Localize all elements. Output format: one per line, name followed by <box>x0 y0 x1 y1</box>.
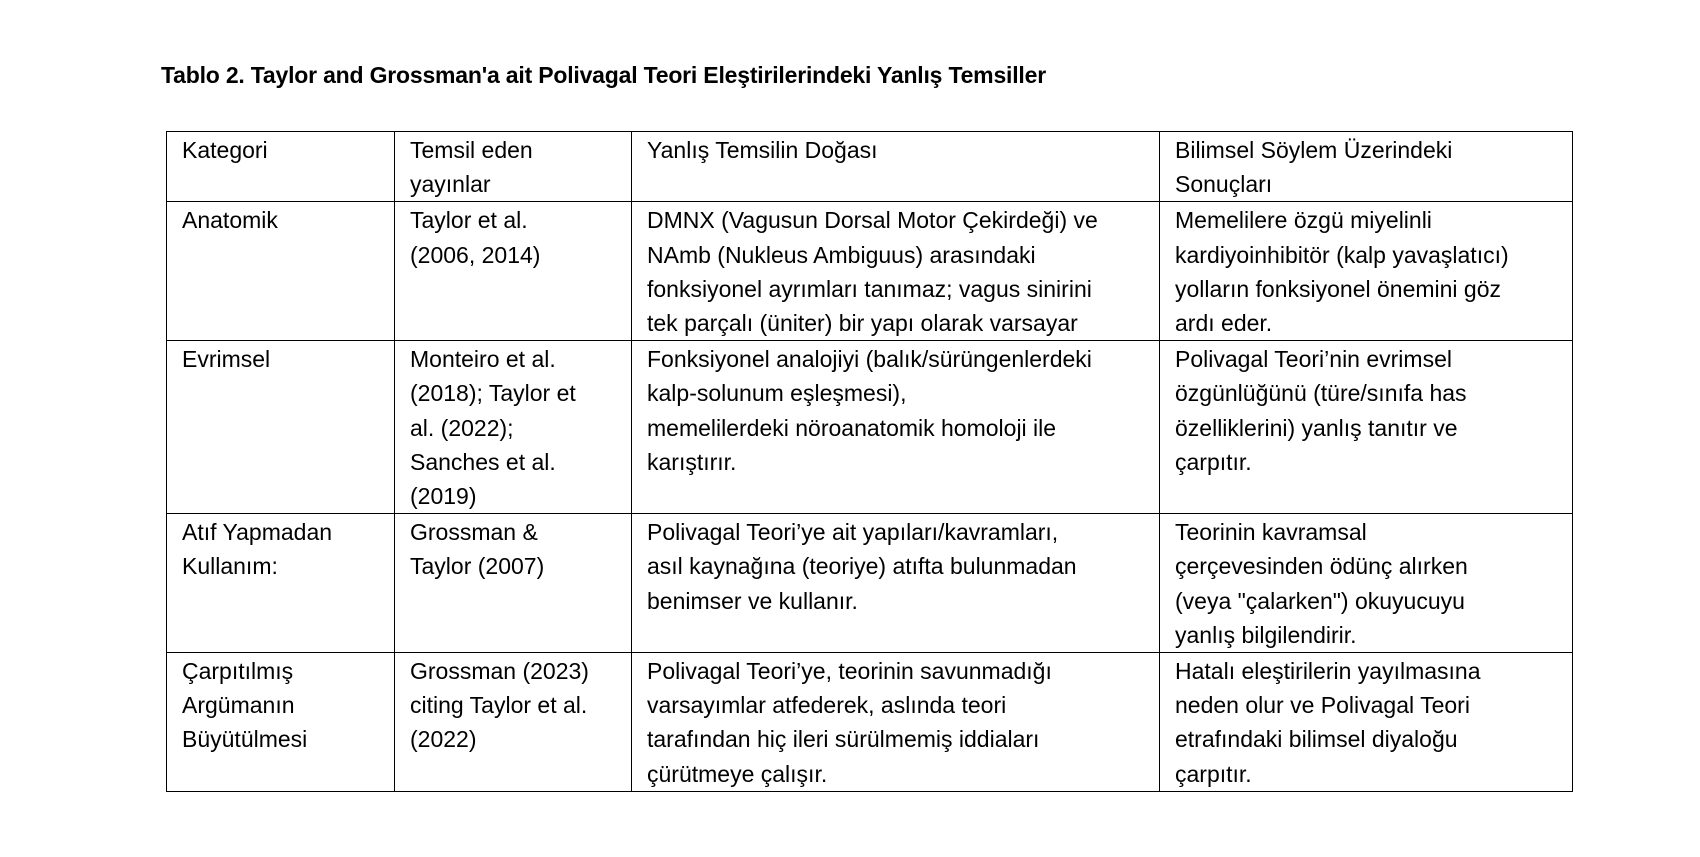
cell-publications: Grossman & Taylor (2007) <box>395 514 632 653</box>
cell-consequences: Memelilere özgü miyelinli kardiyoinhibitör (kalp yavaşlatıcı) yolların fonksiyonel önemini göz ardı eder. <box>1160 202 1573 341</box>
table-header-row <box>167 132 1573 202</box>
cell-publications: Grossman (2023) citing Taylor et al. (2022) <box>395 653 632 792</box>
header-cell-category: Kategori <box>167 132 395 202</box>
cell-nature: DMNX (Vagusun Dorsal Motor Çekirdeği) ve NAmb (Nukleus Ambiguus) arasındaki fonksiyonel ayrımları tanımaz; vagus sinirini tek parçalı (üniter) bir yapı olarak varsayar <box>632 202 1160 341</box>
cell-category: Evrimsel <box>167 341 395 514</box>
cell-nature: Fonksiyonel analojiyi (balık/sürüngenlerdeki kalp-solunum eşleşmesi), memelilerdeki nöroanatomik homoloji ile karıştırır. <box>632 341 1160 514</box>
cell-consequences: Teorinin kavramsal çerçevesinden ödünç alırken (veya "çalarken") okuyucuyu yanlış bilgilendirir. <box>1160 514 1573 653</box>
cell-nature: Polivagal Teori’ye ait yapıları/kavramları, asıl kaynağına (teoriye) atıfta bulunmadan benimser ve kullanır. <box>632 514 1160 653</box>
cell-category: Çarpıtılmış Argümanın Büyütülmesi <box>167 653 395 792</box>
cell-publications: Monteiro et al. (2018); Taylor et al. (2022); Sanches et al. (2019) <box>395 341 632 514</box>
table-row <box>167 653 1573 792</box>
cell-publications: Taylor et al. (2006, 2014) <box>395 202 632 341</box>
misrepresentations-table <box>166 131 1573 792</box>
table-caption: Tablo 2. Taylor and Grossman'a ait Polivagal Teori Eleştirilerindeki Yanlış Temsiller <box>161 62 1046 88</box>
cell-consequences: Polivagal Teori’nin evrimsel özgünlüğünü (türe/sınıfa has özelliklerini) yanlış tanıtır ve çarpıtır. <box>1160 341 1573 514</box>
table-row <box>167 514 1573 653</box>
cell-nature: Polivagal Teori’ye, teorinin savunmadığı varsayımlar atfederek, aslında teori tarafından hiç ileri sürülmemiş iddiaları çürütmeye çalışır. <box>632 653 1160 792</box>
header-cell-nature: Yanlış Temsilin Doğası <box>632 132 1160 202</box>
header-cell-consequences: Bilimsel Söylem Üzerindeki Sonuçları <box>1160 132 1573 202</box>
cell-category: Anatomik <box>167 202 395 341</box>
header-cell-publications: Temsil eden yayınlar <box>395 132 632 202</box>
cell-consequences: Hatalı eleştirilerin yayılmasına neden olur ve Polivagal Teori etrafındaki bilimsel diyaloğu çarpıtır. <box>1160 653 1573 792</box>
table-row <box>167 341 1573 514</box>
table-row <box>167 202 1573 341</box>
cell-category: Atıf Yapmadan Kullanım: <box>167 514 395 653</box>
